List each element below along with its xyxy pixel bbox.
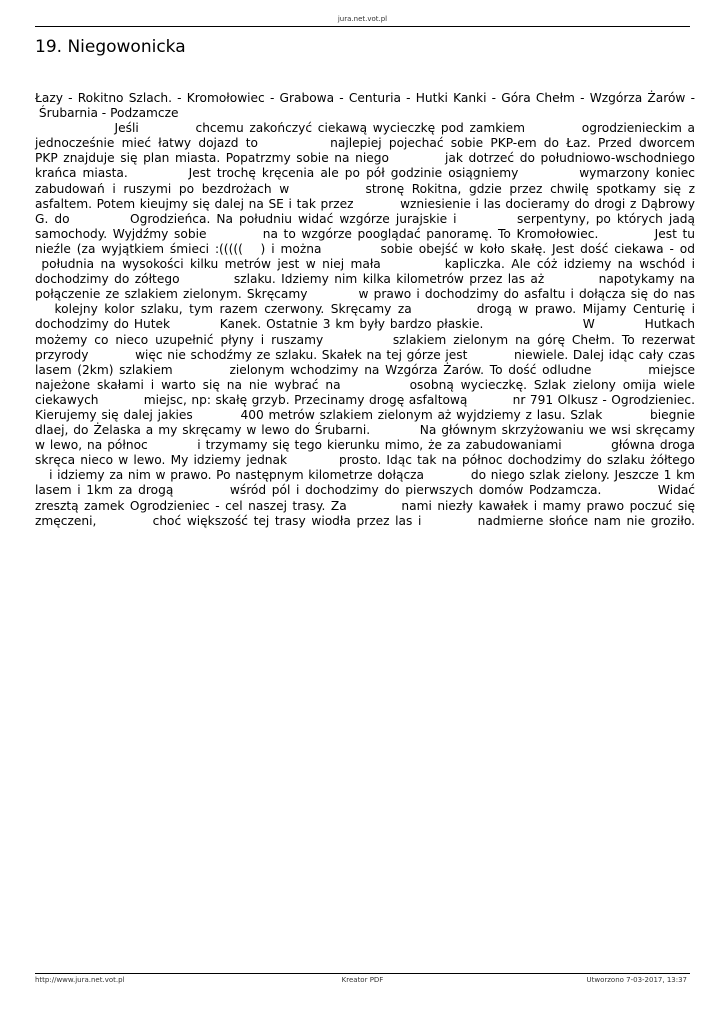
- text-line: w lewo, na północ i trzymamy się tego kierunku mimo, że za zabudowaniami główna droga: [35, 438, 695, 453]
- footer-created-date: Utworzono 7-03-2017, 13:37: [586, 976, 687, 984]
- text-line: dochodzimy do zółtego szlaku. Idziemy nim kilka kilometrów przez las aż napotykamy na: [35, 272, 695, 287]
- text-line: dochodzimy do Hutek Kanek. Ostatnie 3 km były bardzo płaskie. W Hutkach: [35, 317, 695, 332]
- text-line: możemy co nieco uzupełnić płyny i ruszamy szlakiem zielonym na górę Chełm. To rezerwat: [35, 332, 695, 347]
- text-line: zabudowań i ruszymi po bezdrożach w stronę Rokitna, gdzie przez chwilę spotkamy się z: [35, 181, 695, 196]
- text-line: lasem (2km) szlakiem zielonym wchodzimy na Wzgórza Żarów. To dość odludne miejsce: [35, 362, 695, 377]
- text-line: asfaltem. Potem kieujmy się dalej na SE i tak przez wzniesienie i las docieramy do drogi z Dąbrowy: [35, 196, 695, 211]
- text-line: Jeśli chcemu zakończyć ciekawą wycieczkę pod zamkiem ogrodzienieckim a: [35, 121, 695, 136]
- text-line: G. do Ogrodzieńca. Na południu widać wzgórze jurajskie i serpentyny, po których jadą: [35, 211, 695, 226]
- text-line: najeżone skałami i warto się na nie wybrać na osobną wycieczkę. Szlak zielony omija wiele: [35, 377, 695, 392]
- footer-url-link[interactable]: http://www.jura.net.vot.pl: [35, 976, 125, 984]
- text-line: krańca miasta. Jest trochę kręcenia ale po pół godzinie osiągniemy wymarzony koniec: [35, 166, 695, 181]
- text-line: PKP znajduje się plan miasta. Popatrzmy sobie na niego jak dotrzeć do południowo-wschodniego: [35, 151, 695, 166]
- footer-generator: Kreator PDF: [341, 976, 384, 984]
- text-line: połączenie ze szlakiem zielonym. Skręcamy w prawo i dochodzimy do asfaltu i dołącza się do nas: [35, 287, 695, 302]
- text-line: dlaej, do Żelaska a my skręcamy w lewo do Śrubarni. Na głównym skrzyżowaniu we wsi skręcamy: [35, 423, 695, 438]
- text-line: Łazy - Rokitno Szlach. - Kromołowiec - Grabowa - Centuria - Hutki Kanki - Góra Chełm - Wzgórza Żarów -: [35, 91, 695, 105]
- text-line: i idziemy za nim w prawo. Po następnym kilometrze dołącza do niego szlak zielony. Jeszcze 1 km: [35, 468, 695, 483]
- text-line: skręca nieco w lewo. My idziemy jednak prosto. Idąc tak na północ dochodzimy do szlaku żółtego: [35, 453, 695, 468]
- text-line: zresztą zamek Ogrodzieniec - cel naszej trasy. Za nami niezły kawałek i mamy prawo poczuć się: [35, 498, 695, 513]
- text-line: Kierujemy się dalej jakies 400 metrów szlakiem zielonym aż wyjdziemy z lasu. Szlak biegnie: [35, 407, 695, 422]
- text-line: ciekawych miejsc, np: skałę grzyb. Przecinamy drogę asfaltową nr 791 Olkusz - Ogrodzieniec.: [35, 392, 695, 407]
- footer-divider: [35, 973, 690, 974]
- text-line: samochody. Wyjdźmy sobie na to wzgórze pooglądać panoramę. To Kromołowiec. Jest tu: [35, 226, 695, 241]
- text-line: jednocześnie mieć łatwy dojazd to najlepiej pojechać sobie PKP-em do Łaz. Przed dworcem: [35, 136, 695, 151]
- text-line: nieźle (za wyjątkiem śmieci :((((( ) i można sobie obejść w koło skałę. Jest dość ciekawa - od: [35, 241, 695, 256]
- text-line: kolejny kolor szlaku, tym razem czerwony. Skręcamy za drogą w prawo. Mijamy Centurię i: [35, 302, 695, 317]
- header-divider: [35, 26, 690, 27]
- article-body: [35, 91, 695, 529]
- text-line: Śrubarnia - Podzamcze: [35, 106, 179, 121]
- page-title: 19. Niegowonicka: [35, 37, 186, 57]
- text-line: przyrody więc nie schodźmy ze szlaku. Skałek na tej górze jest niewiele. Dalej idąc cały czas: [35, 347, 695, 362]
- text-line: południa na wysokości kilku metrów jest w niej mała kapliczka. Ale cóż idziemy na wschód i: [35, 257, 695, 272]
- text-line: zmęczeni, choć większość tej trasy wiodła przez las i nadmierne słońce nam nie groziło.: [35, 513, 695, 528]
- site-header: jura.net.vot.pl: [337, 15, 388, 23]
- text-line: lasem i 1km za drogą wśród pól i dochodzimy do pierwszych domów Podzamcza. Widać: [35, 483, 695, 498]
